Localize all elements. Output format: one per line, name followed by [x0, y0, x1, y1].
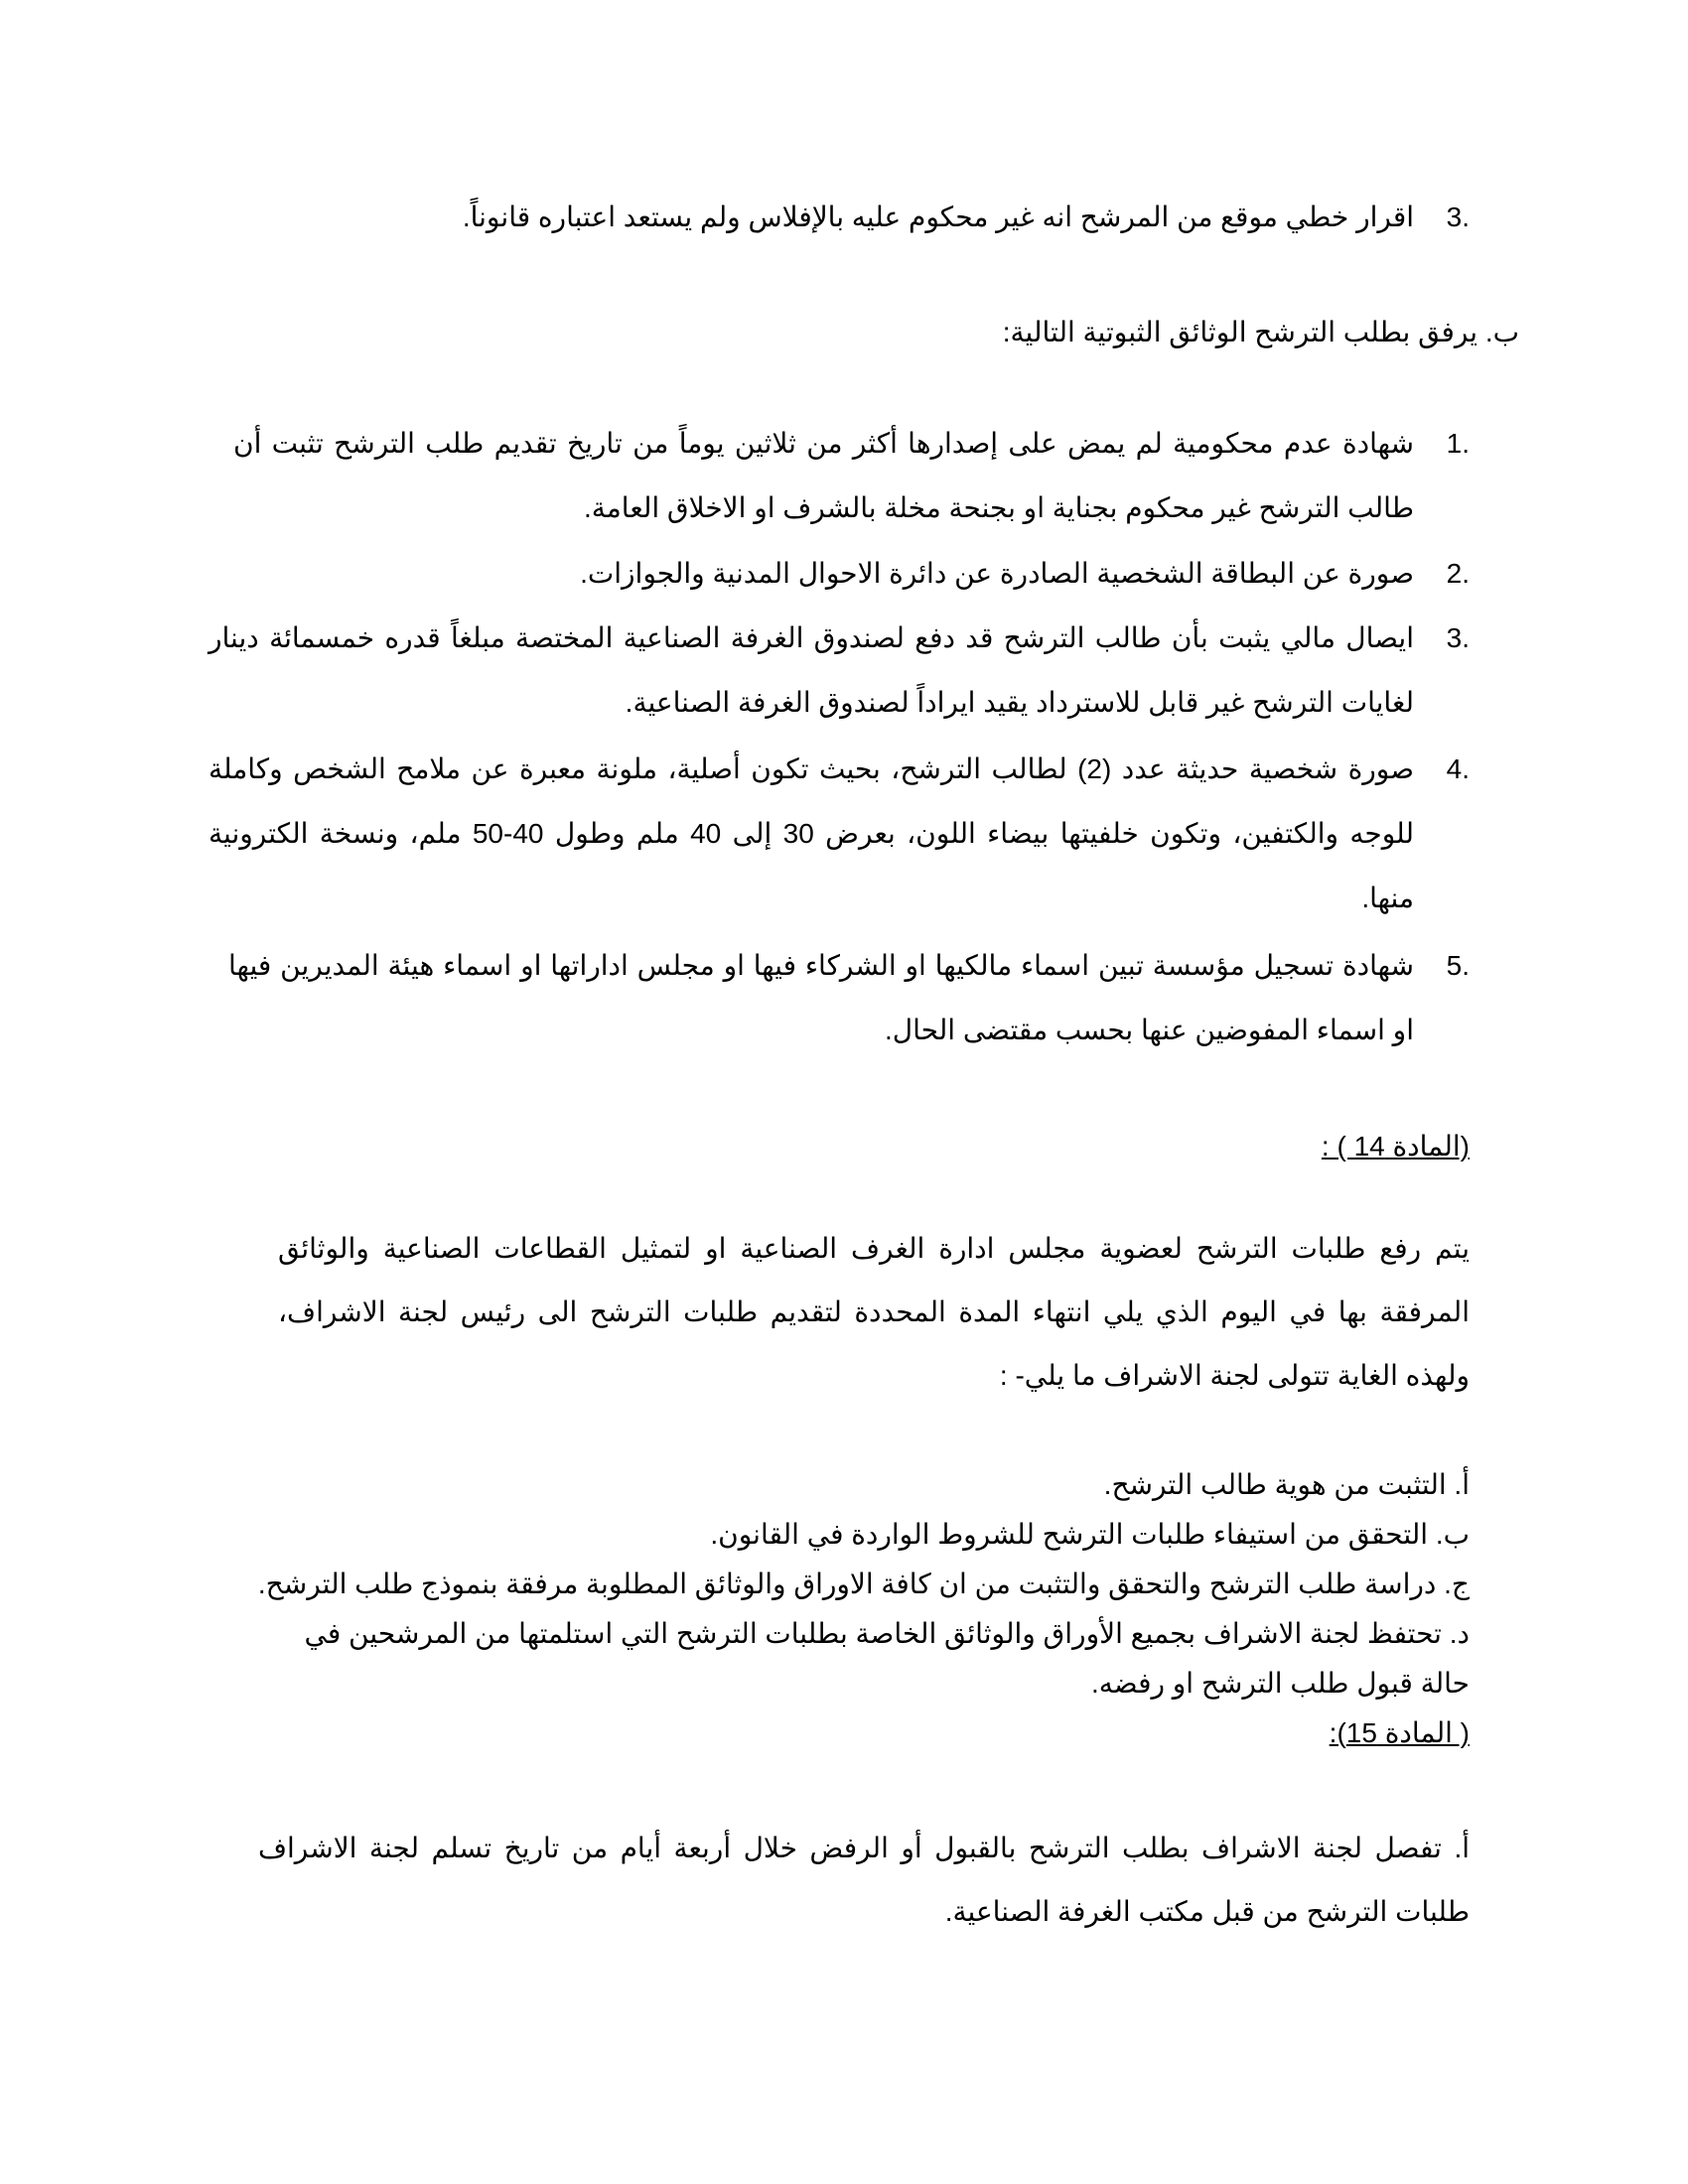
document-item-4 [209, 737, 1470, 930]
article-14-item-a: أ. التثبت من هوية طالب الترشح. [1103, 1469, 1470, 1500]
item-number: 2. [1446, 558, 1470, 589]
item-number: 3. [1446, 622, 1470, 653]
item-text: شهادة تسجيل مؤسسة تبين اسماء مالكيها او الشركاء فيها او مجلس اداراتها او اسماء هيئة المديرين فيها او اسماء المفوضين عنها بحسب مقتضى الحال. [228, 950, 1414, 1045]
article-14-body: يتم رفع طلبات الترشح لعضوية مجلس ادارة الغرف الصناعية او لتمثيل القطاعات الصناعية والوثائق المرفقة بها في اليوم الذي يلي انتهاء المدة المحددة لتقديم طلبات الترشح الى رئيس لجنة الاشراف، ولهذه الغاية تتولى لجنة الاشراف ما يلي- : [278, 1233, 1470, 1391]
article-14-item-d: د. تحتفظ لجنة الاشراف بجميع الأوراق والوثائق الخاصة بطلبات الترشح التي استلمتها من المرشحين في [304, 1618, 1470, 1649]
item-text: اقرار خطي موقع من المرشح انه غير محكوم عليه بالإفلاس ولم يستعد اعتباره قانوناً. [462, 202, 1414, 232]
article-14-item-b: ب. التحقق من استيفاء طلبات الترشح للشروط الواردة في القانون. [710, 1519, 1470, 1550]
document-item-2 [233, 541, 1470, 606]
article-14-item-d-cont: حالة قبول طلب الترشح او رفضه. [1091, 1668, 1470, 1699]
document-item-3 [209, 606, 1470, 735]
item-text: صورة عن البطاقة الشخصية الصادرة عن دائرة الاحوال المدنية والجوازات. [580, 558, 1414, 589]
item-text: صورة شخصية حديثة عدد (2) لطالب الترشح، بحيث تكون أصلية، ملونة معبرة عن ملامح الشخص وكاملة للوجه والكتفين، وتكون خلفيتها بيضاء اللون، بعرض 30 إلى 40 ملم وطول 40-50 ملم، ونسخة الكترونية منها. [209, 753, 1414, 913]
section-b-heading: ب. يرفق بطلب الترشح الوثائق الثبوتية التالية: [1002, 317, 1519, 347]
item-number: 1. [1446, 428, 1470, 459]
document-item-1 [233, 411, 1470, 540]
top-condition-item [278, 198, 1470, 237]
item-number: 3. [1446, 202, 1470, 232]
document-item-5 [228, 933, 1470, 1062]
article-15-heading: ( المادة 15): [1329, 1717, 1470, 1748]
article-14-item-c: ج. دراسة طلب الترشح والتحقق والتثبت من ان كافة الاوراق والوثائق المطلوبة مرفقة بنموذج طلب الترشح. [257, 1569, 1470, 1599]
article-14-heading: (المادة 14 ) : [1321, 1131, 1470, 1161]
item-number: 4. [1446, 753, 1470, 784]
item-number: 5. [1446, 950, 1470, 981]
item-text: ايصال مالي يثبت بأن طالب الترشح قد دفع لصندوق الغرفة الصناعية المختصة مبلغاً قدره خمسمائة دينار لغايات الترشح غير قابل للاسترداد يقيد ايراداً لصندوق الغرفة الصناعية. [209, 622, 1414, 718]
item-text: شهادة عدم محكومية لم يمض على إصدارها أكثر من ثلاثين يوماً من تاريخ تقديم طلب الترشح تثبت أن طالب الترشح غير محكوم بجناية او بجنحة مخلة بالشرف او الاخلاق العامة. [233, 428, 1414, 523]
article-15-body: أ. تفصل لجنة الاشراف بطلب الترشح بالقبول أو الرفض خلال أربعة أيام من تاريخ تسلم لجنة الاشراف طلبات الترشح من قبل مكتب الغرفة الصناعية. [258, 1833, 1470, 1927]
